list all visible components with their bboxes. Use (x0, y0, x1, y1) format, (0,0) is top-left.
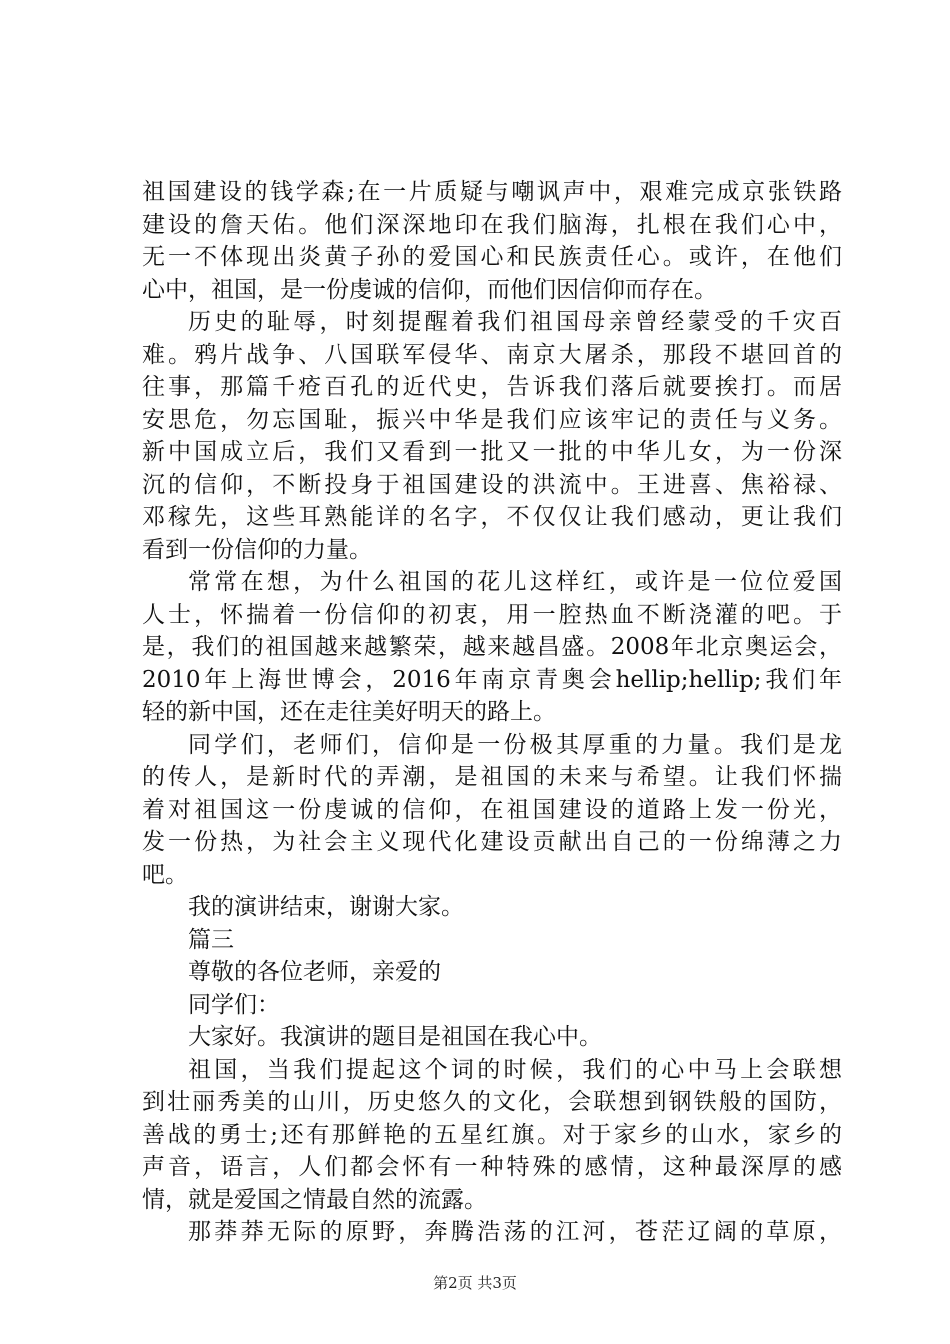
text-line: 吧。 (142, 861, 188, 888)
text-line: 尊敬的各位老师，亲爱的 (188, 959, 441, 985)
text-line: 同学们，老师们，信仰是一份极其厚重的力量。我们是龙 (188, 731, 842, 758)
text-line: 看到一份信仰的力量。 (142, 536, 372, 563)
text-line: 常常在想，为什么祖国的花儿这样红，或许是一位位爱国 (188, 569, 842, 595)
text-line: 大家好。我演讲的题目是祖国在我心中。 (188, 1024, 602, 1050)
text-line: 2010年上海世博会，2016年南京青奥会hellip;hellip;我们年 (142, 666, 842, 693)
text-line: 难。鸦片战争、八国联军侵华、南京大屠杀，那段不堪回首的 (142, 341, 842, 368)
text-line: 往事，那篇千疮百孔的近代史，告诉我们落后就要挨打。而居 (142, 374, 842, 400)
text-line: 祖国建设的钱学森;在一片质疑与嘲讽声中，艰难完成京张铁路 (142, 179, 842, 205)
text-line: 善战的勇士;还有那鲜艳的五星红旗。对于家乡的山水，家乡的 (142, 1121, 842, 1148)
text-line: 安思危，勿忘国耻，振兴中华是我们应该牢记的责任与义务。 (142, 406, 842, 433)
text-line: 祖国，当我们提起这个词的时候，我们的心中马上会联想 (188, 1056, 842, 1083)
text-line: 无一不体现出炎黄子孙的爱国心和民族责任心。或许，在他们 (142, 244, 842, 270)
page-footer: 第2页 共3页 (433, 1274, 517, 1292)
text-line: 那莽莽无际的原野，奔腾浩荡的江河，苍茫辽阔的草原， (188, 1219, 842, 1245)
text-line: 同学们： (188, 991, 280, 1018)
text-line: 篇三 (188, 926, 234, 953)
text-line: 建设的詹天佑。他们深深地印在我们脑海，扎根在我们心中， (142, 211, 842, 238)
text-line: 新中国成立后，我们又看到一批又一批的中华儿女，为一份深 (142, 439, 842, 465)
text-line: 轻的新中国，还在走往美好明天的路上。 (142, 699, 556, 725)
text-line: 情，就是爱国之情最自然的流露。 (142, 1186, 487, 1213)
text-line: 是，我们的祖国越来越繁荣，越来越昌盛。2008年北京奥运会， (142, 634, 842, 660)
text-line: 心中，祖国，是一份虔诚的信仰，而他们因信仰而存在。 (142, 276, 717, 303)
text-line: 邓稼先，这些耳熟能详的名字，不仅仅让我们感动，更让我们 (142, 504, 842, 530)
text-line: 着对祖国这一份虔诚的信仰，在祖国建设的道路上发一份光， (142, 796, 842, 823)
text-line: 到壮丽秀美的山川，历史悠久的文化，会联想到钢铁般的国防， (142, 1089, 842, 1115)
text-line: 的传人，是新时代的弄潮，是祖国的未来与希望。让我们怀揣 (142, 764, 842, 790)
document-body (142, 176, 842, 1249)
text-line: 我的演讲结束，谢谢大家。 (188, 894, 464, 920)
text-line: 发一份热，为社会主义现代化建设贡献出自己的一份绵薄之力 (142, 829, 842, 855)
text-line: 声音，语言，人们都会怀有一种特殊的感情，这种最深厚的感 (142, 1154, 842, 1180)
text-line: 人士，怀揣着一份信仰的初衷，用一腔热血不断浇灌的吧。于 (142, 601, 842, 628)
text-line: 历史的耻辱，时刻提醒着我们祖国母亲曾经蒙受的千灾百 (188, 309, 842, 335)
text-line: 沉的信仰，不断投身于祖国建设的洪流中。王进喜、焦裕禄、 (142, 471, 842, 498)
